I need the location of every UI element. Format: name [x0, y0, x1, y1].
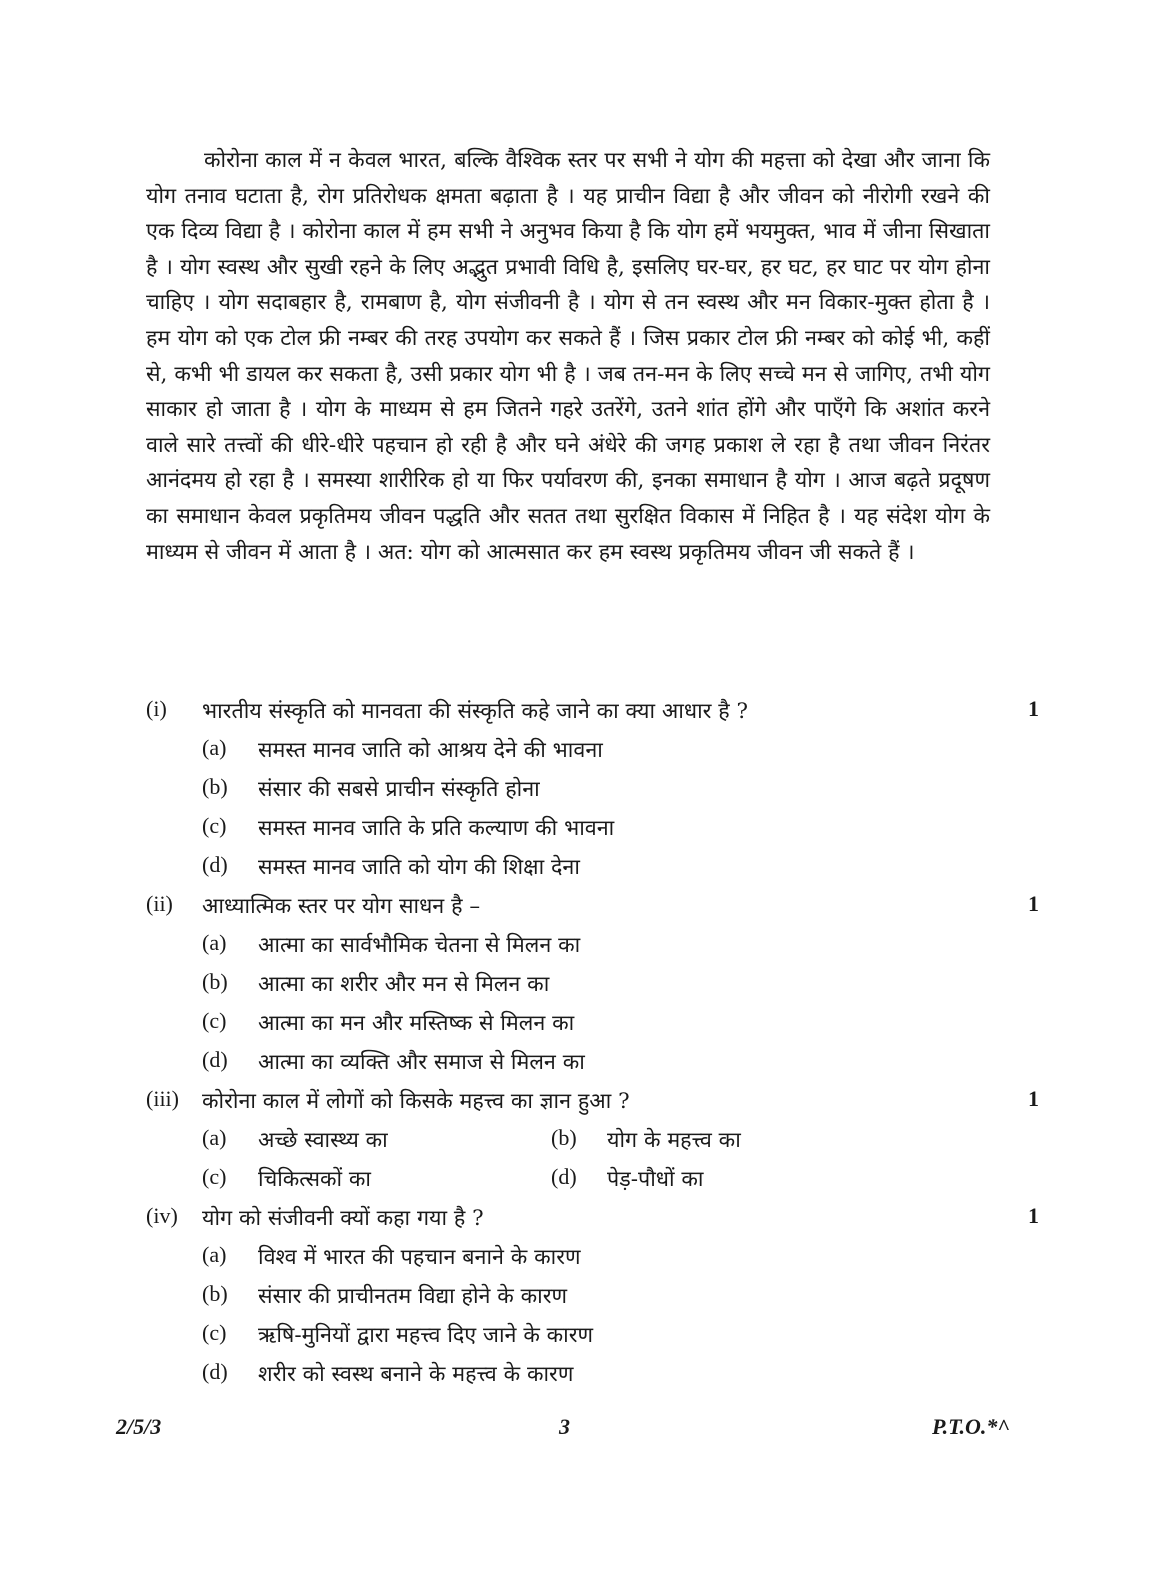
- option-label: (a): [202, 1242, 227, 1267]
- option-label: (c): [202, 1320, 227, 1345]
- question-number: (iv): [146, 1203, 178, 1228]
- option-label: (d): [202, 1047, 228, 1072]
- option-text: आत्मा का मन और मस्तिष्क से मिलन का: [258, 1011, 575, 1036]
- option-text: चिकित्सकों का: [258, 1167, 371, 1192]
- option-label: (b): [202, 969, 228, 994]
- option-label: (b): [551, 1125, 577, 1150]
- question-marks: 1: [1028, 696, 1039, 721]
- question-number: (ii): [146, 891, 173, 916]
- option-label: (c): [202, 813, 227, 838]
- option-text: समस्त मानव जाति के प्रति कल्याण की भावना: [258, 816, 615, 841]
- question-marks: 1: [1028, 1086, 1039, 1111]
- option-text: अच्छे स्वास्थ्य का: [258, 1128, 388, 1153]
- question-text: भारतीय संस्कृति को मानवता की संस्कृति कहे जाने का क्या आधार है ?: [202, 699, 749, 724]
- option-text: विश्व में भारत की पहचान बनाने के कारण: [258, 1245, 581, 1270]
- option-text: समस्त मानव जाति को आश्रय देने की भावना: [258, 738, 603, 763]
- question-2: [146, 891, 1046, 927]
- option-label: (c): [202, 1164, 227, 1189]
- option-text: शरीर को स्वस्थ बनाने के महत्त्व के कारण: [258, 1362, 574, 1387]
- option-text: समस्त मानव जाति को योग की शिक्षा देना: [258, 855, 580, 880]
- option-text: आत्मा का शरीर और मन से मिलन का: [258, 972, 550, 997]
- option-label: (d): [551, 1164, 577, 1189]
- option-label: (b): [202, 1281, 228, 1306]
- option-text: ऋषि-मुनियों द्वारा महत्त्व दिए जाने के कारण: [258, 1323, 594, 1348]
- option-text: संसार की प्राचीनतम विद्या होने के कारण: [258, 1284, 568, 1309]
- option-label: (a): [202, 735, 227, 760]
- footer-paper-code: 2/5/3: [116, 1414, 162, 1439]
- option-label: (c): [202, 1008, 227, 1033]
- question-text: कोरोना काल में लोगों को किसके महत्त्व का ज्ञान हुआ ?: [202, 1089, 630, 1114]
- question-3: [146, 1086, 1046, 1122]
- footer-pto: P.T.O.*^: [932, 1414, 1010, 1439]
- question-4: [146, 1203, 1046, 1239]
- question-text: योग को संजीवनी क्यों कहा गया है ?: [202, 1206, 484, 1231]
- option-label: (d): [202, 852, 228, 877]
- option-text: संसार की सबसे प्राचीन संस्कृति होना: [258, 777, 540, 802]
- question-marks: 1: [1028, 891, 1039, 916]
- question-number: (iii): [146, 1086, 179, 1111]
- option-label: (d): [202, 1359, 228, 1384]
- option-label: (b): [202, 774, 228, 799]
- option-label: (a): [202, 930, 227, 955]
- question-text: आध्यात्मिक स्तर पर योग साधन है –: [202, 894, 481, 919]
- question-marks: 1: [1028, 1203, 1039, 1228]
- question-1: [146, 696, 1046, 732]
- option-label: (a): [202, 1125, 227, 1150]
- passage-paragraph: कोरोना काल में न केवल भारत, बल्कि वैश्विक स्तर पर सभी ने योग की महत्ता को देखा और जाना कि योग तनाव घटाता है, रोग प्रतिरोधक क्षमता बढ़ाता है । यह प्राचीन विद्या है और जीवन को नीरोगी रखने की एक दिव्य विद्या है । कोरोना काल में हम सभी ने अनुभव किया है कि योग हमें भयमुक्त, भाव में जीना सिखाता है । योग स्वस्थ और सुखी रहने के लिए अद्भुत प्रभावी विधि है, इसलिए घर-घर, हर घट, हर घाट पर योग होना चाहिए । योग सदाबहार है, रामबाण है, योग संजीवनी है । योग से तन स्वस्थ और मन विकार-मुक्त होता है । हम योग को एक टोल फ्री नम्बर की तरह उपयोग कर सकते हैं । जिस प्रकार टोल फ्री नम्बर को कोई भी, कहीं से, कभी भी डायल कर सकता है, उसी प्रकार योग भी है । जब तन-मन के लिए सच्चे मन से जागिए, तभी योग साकार हो जाता है । योग के माध्यम से हम जितने गहरे उतरेंगे, उतने शांत होंगे और पाएँगे कि अशांत करने वाले सारे तत्त्वों की धीरे-धीरे पहचान हो रही है और घने अंधेरे की जगह प्रकाश ले रहा है तथा जीवन निरंतर आनंदमय हो रहा है । समस्या शारीरिक हो या फिर पर्यावरण की, इनका समाधान है योग । आज बढ़ते प्रदूषण का समाधान केवल प्रकृतिमय जीवन पद्धति और सतत तथा सुरक्षित विकास में निहित है । यह संदेश योग के माध्यम से जीवन में आता है । अत: योग को आत्मसात कर हम स्वस्थ प्रकृतिमय जीवन जी सकते हैं ।: [146, 148, 990, 565]
- question-number: (i): [146, 696, 167, 721]
- option-text: पेड़-पौधों का: [607, 1167, 704, 1192]
- option-text: आत्मा का व्यक्ति और समाज से मिलन का: [258, 1050, 585, 1075]
- footer-page-number: 3: [559, 1414, 570, 1439]
- option-text: आत्मा का सार्वभौमिक चेतना से मिलन का: [258, 933, 581, 958]
- option-text: योग के महत्त्व का: [607, 1128, 741, 1153]
